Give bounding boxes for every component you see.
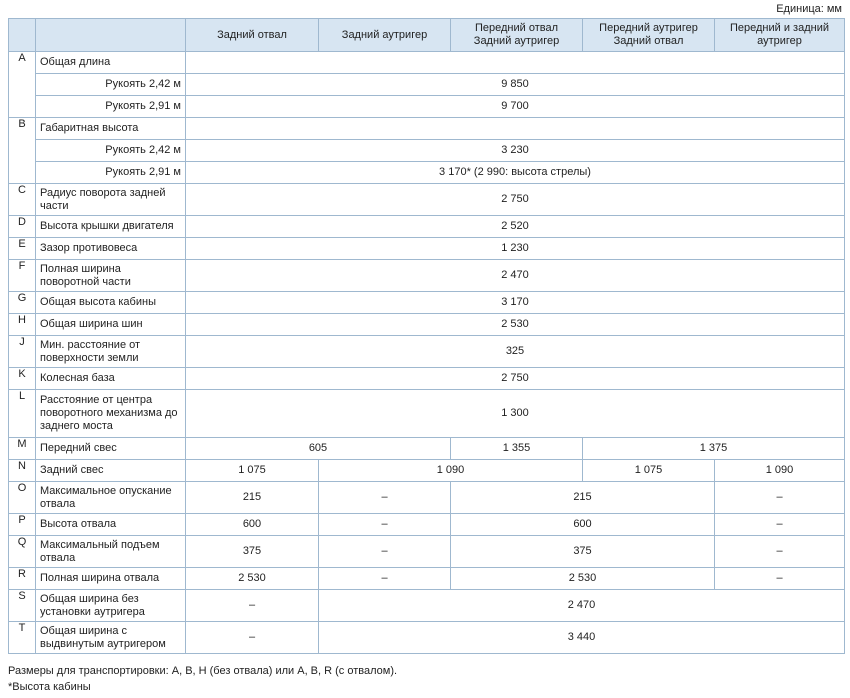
footnote-text: *Высота кабины [8, 681, 91, 693]
row-label: Зазор противовеса [36, 238, 186, 260]
col-rear-outrigger: Задний аутригер [319, 19, 451, 52]
table-row [9, 162, 845, 184]
table-row [9, 118, 845, 140]
row-letter: T [9, 622, 36, 654]
row-label: Общая длина [36, 52, 186, 74]
col-front-outrigger-rear-blade: Передний аутригер Задний отвал [583, 19, 715, 52]
row-value: – [319, 568, 451, 590]
row-value: 2 530 [186, 568, 319, 590]
row-value: 2 530 [186, 314, 845, 336]
row-value: 215 [186, 482, 319, 514]
row-letter: J [9, 336, 36, 368]
row-value: 600 [451, 514, 715, 536]
row-value: 2 750 [186, 184, 845, 216]
row-label: Общая ширина с выдвинутым аутригером [36, 622, 186, 654]
row-value [186, 52, 845, 74]
row-value: 3 170 [186, 292, 845, 314]
table-row [9, 390, 845, 438]
row-value: – [319, 482, 451, 514]
row-value: 1 300 [186, 390, 845, 438]
row-value: – [186, 622, 319, 654]
row-value: – [715, 568, 845, 590]
row-value: – [715, 536, 845, 568]
row-value: 2 470 [319, 590, 845, 622]
col-rear-blade: Задний отвал [186, 19, 319, 52]
row-value [186, 118, 845, 140]
row-label: Расстояние от центра поворотного механизма до заднего моста [36, 390, 186, 438]
row-sublabel: Рукоять 2,42 м [36, 74, 186, 96]
table-row [9, 238, 845, 260]
row-label: Радиус поворота задней части [36, 184, 186, 216]
table-row [9, 314, 845, 336]
table-row [9, 184, 845, 216]
row-value: – [319, 514, 451, 536]
table-row [9, 568, 845, 590]
row-letter: N [9, 460, 36, 482]
table-row [9, 536, 845, 568]
header-blank [36, 19, 186, 52]
table-row [9, 140, 845, 162]
row-label: Колесная база [36, 368, 186, 390]
row-value: 1 375 [583, 438, 845, 460]
row-letter: M [9, 438, 36, 460]
row-value: 375 [186, 536, 319, 568]
row-letter: G [9, 292, 36, 314]
row-value: – [715, 514, 845, 536]
row-value: 2 750 [186, 368, 845, 390]
header-corner [9, 19, 36, 52]
row-letter: B [9, 118, 36, 184]
table-row [9, 52, 845, 74]
row-label: Габаритная высота [36, 118, 186, 140]
row-letter: K [9, 368, 36, 390]
table-row [9, 482, 845, 514]
row-value: 1 355 [451, 438, 583, 460]
row-value: 1 075 [583, 460, 715, 482]
table-row [9, 514, 845, 536]
row-label: Высота отвала [36, 514, 186, 536]
col-front-rear-outrigger: Передний и задний аутригер [715, 19, 845, 52]
row-value: 1 230 [186, 238, 845, 260]
row-value: 215 [451, 482, 715, 514]
table-row [9, 74, 845, 96]
row-letter: S [9, 590, 36, 622]
row-label: Мин. расстояние от поверхности земли [36, 336, 186, 368]
row-value: 3 170* (2 990: высота стрелы) [186, 162, 845, 184]
row-label: Общая ширина без установки аутригера [36, 590, 186, 622]
row-value: 325 [186, 336, 845, 368]
row-label: Общая высота кабины [36, 292, 186, 314]
row-value: 9 850 [186, 74, 845, 96]
row-value: 605 [186, 438, 451, 460]
row-letter: D [9, 216, 36, 238]
table-row [9, 96, 845, 118]
table-row [9, 438, 845, 460]
table-row [9, 336, 845, 368]
table-row [9, 292, 845, 314]
row-letter: L [9, 390, 36, 438]
row-value: – [319, 536, 451, 568]
table-row [9, 590, 845, 622]
row-value: 3 440 [319, 622, 845, 654]
row-letter: F [9, 260, 36, 292]
col-front-blade-rear-outrigger: Передний отвал Задний аутригер [451, 19, 583, 52]
row-value: 3 230 [186, 140, 845, 162]
row-letter: E [9, 238, 36, 260]
row-letter: O [9, 482, 36, 514]
row-sublabel: Рукоять 2,91 м [36, 96, 186, 118]
row-letter: P [9, 514, 36, 536]
row-value: 1 075 [186, 460, 319, 482]
unit-label: Единица: мм [776, 3, 842, 15]
row-label: Максимальный подъем отвала [36, 536, 186, 568]
row-label: Максимальное опускание отвала [36, 482, 186, 514]
row-letter: H [9, 314, 36, 336]
row-label: Высота крышки двигателя [36, 216, 186, 238]
spec-table [8, 18, 845, 654]
transport-note-text: Размеры для транспортировки: A, B, H (без отвала) или A, B, R (с отвалом). [8, 665, 398, 677]
row-value: 2 470 [186, 260, 845, 292]
row-value: 600 [186, 514, 319, 536]
row-label: Общая ширина шин [36, 314, 186, 336]
row-value: – [715, 482, 845, 514]
row-value: – [186, 590, 319, 622]
row-label: Задний свес [36, 460, 186, 482]
table-row [9, 216, 845, 238]
row-letter: A [9, 52, 36, 118]
row-letter: Q [9, 536, 36, 568]
table-row [9, 368, 845, 390]
table-row [9, 260, 845, 292]
row-sublabel: Рукоять 2,42 м [36, 140, 186, 162]
row-value: 1 090 [319, 460, 583, 482]
row-value: 9 700 [186, 96, 845, 118]
row-value: 375 [451, 536, 715, 568]
row-letter: C [9, 184, 36, 216]
transport-note [8, 663, 397, 695]
row-label: Передний свес [36, 438, 186, 460]
row-value: 1 090 [715, 460, 845, 482]
table-row [9, 622, 845, 654]
table-row [9, 460, 845, 482]
row-value: 2 530 [451, 568, 715, 590]
row-sublabel: Рукоять 2,91 м [36, 162, 186, 184]
row-label: Полная ширина отвала [36, 568, 186, 590]
header-row [9, 19, 845, 52]
row-label: Полная ширина поворотной части [36, 260, 186, 292]
row-letter: R [9, 568, 36, 590]
row-value: 2 520 [186, 216, 845, 238]
